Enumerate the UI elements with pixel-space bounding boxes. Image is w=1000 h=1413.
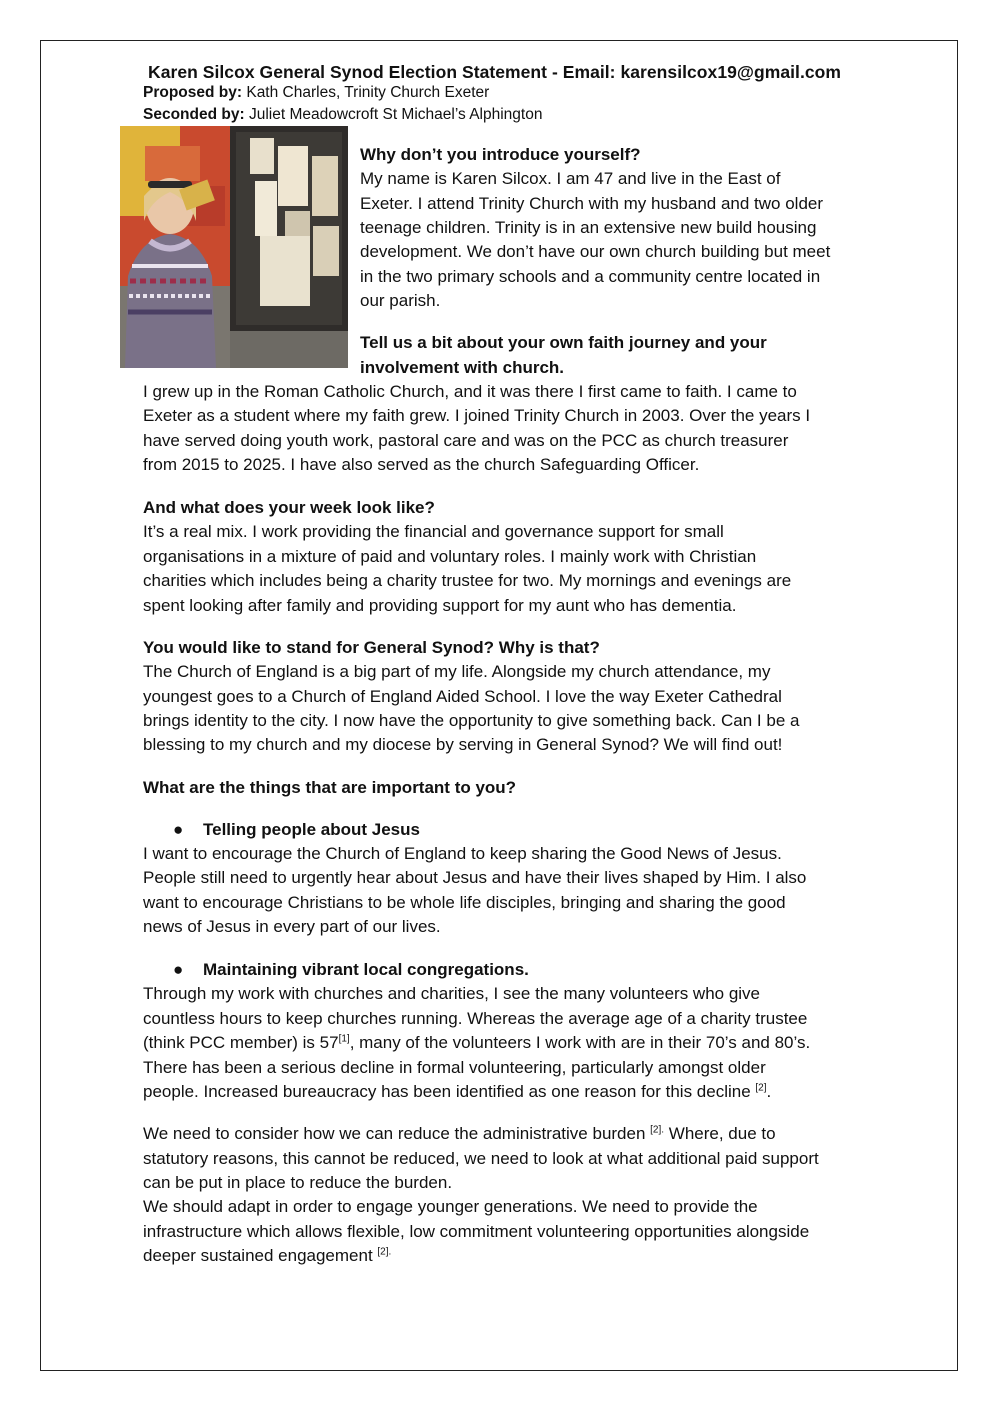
congregations-line-5a: people. Increased bureaucracy has been identified as one reason for this decline bbox=[143, 1082, 756, 1101]
congregations-line-3a: (think PCC member) is 57 bbox=[143, 1033, 339, 1052]
burden-line-1b: Where, due to bbox=[664, 1124, 776, 1143]
intro-line-4: development. We don’t have our own church building but meet bbox=[360, 242, 831, 261]
congregations-line-5 bbox=[143, 1080, 771, 1104]
intro-line-3: teenage children. Trinity is in an extensive new build housing bbox=[360, 218, 817, 237]
faith-line-2: Exeter as a student where my faith grew. I joined Trinity Church in 2003. Over the years I bbox=[143, 406, 811, 425]
proposed-by-line bbox=[143, 84, 489, 102]
week-line-4: spent looking after family and providing support for my aunt who has dementia. bbox=[143, 596, 737, 615]
bullet-telling-people bbox=[173, 818, 420, 842]
synod-line-1: The Church of England is a big part of my life. Alongside my church attendance, my bbox=[143, 662, 771, 681]
congregations-line-5b: . bbox=[766, 1082, 772, 1101]
seconded-label: Seconded by: bbox=[143, 106, 245, 123]
synod-line-4: blessing to my church and my diocese by serving in General Synod? We will find out! bbox=[143, 735, 783, 754]
proposed-label: Proposed by: bbox=[143, 84, 243, 101]
intro-line-6: our parish. bbox=[360, 291, 441, 310]
bullet-vibrant-congregations bbox=[173, 958, 529, 982]
heading-introduce-yourself: Why don’t you introduce yourself? bbox=[360, 145, 641, 164]
bullet-2-label: Maintaining vibrant local congregations. bbox=[203, 960, 529, 979]
bullet-1-label: Telling people about Jesus bbox=[203, 820, 420, 839]
congregations-line-1: Through my work with churches and charities, I see the many volunteers who give bbox=[143, 984, 761, 1003]
intro-line-5: in the two primary schools and a community centre located in bbox=[360, 267, 821, 286]
faith-line-1: I grew up in the Roman Catholic Church, and it was there I first came to faith. I came to bbox=[143, 382, 797, 401]
seconded-value: Juliet Meadowcroft St Michael’s Alphington bbox=[244, 106, 543, 123]
jesus-line-2: People still need to urgently hear about Jesus and have their lives shaped by Him. I also bbox=[143, 868, 807, 887]
bullet-dot-icon: ● bbox=[173, 960, 184, 979]
synod-line-2: youngest goes to a Church of England Aided School. I love the way Exeter Cathedral bbox=[143, 687, 782, 706]
candidate-photo-image bbox=[120, 126, 348, 368]
burden-line-3: can be put in place to reduce the burden. bbox=[143, 1173, 453, 1192]
congregations-line-3b: , many of the volunteers I work with are in their 70’s and 80’s. bbox=[349, 1033, 811, 1052]
intro-line-2: Exeter. I attend Trinity Church with my husband and two older bbox=[360, 194, 824, 213]
bullet-dot-icon: ● bbox=[173, 820, 184, 839]
heading-general-synod: You would like to stand for General Synod? Why is that? bbox=[143, 638, 600, 657]
burden-line-1 bbox=[143, 1122, 776, 1146]
adapt-line-1: We should adapt in order to engage younger generations. We need to provide the bbox=[143, 1197, 758, 1216]
seconded-by-line bbox=[143, 106, 542, 124]
congregations-line-2: countless hours to keep churches running. Whereas the average age of a charity trustee bbox=[143, 1009, 808, 1028]
heading-faith-journey-1: Tell us a bit about your own faith journey and your bbox=[360, 333, 767, 352]
synod-line-3: brings identity to the city. I now have the opportunity to give something back. Can I be a bbox=[143, 711, 800, 730]
candidate-photo bbox=[120, 126, 348, 368]
week-line-1: It’s a real mix. I work providing the financial and governance support for small bbox=[143, 522, 724, 541]
footnote-ref-4: [2]. bbox=[377, 1246, 392, 1258]
intro-line-1: My name is Karen Silcox. I am 47 and live in the East of bbox=[360, 169, 781, 188]
page-title: Karen Silcox General Synod Election Statement - Email: karensilcox19@gmail.com bbox=[148, 62, 842, 82]
congregations-line-3 bbox=[143, 1031, 810, 1055]
footnote-ref-3: [2]. bbox=[650, 1124, 665, 1136]
congregations-line-4: There has been a serious decline in formal volunteering, particularly amongst older bbox=[143, 1058, 766, 1077]
proposed-value: Kath Charles, Trinity Church Exeter bbox=[242, 84, 490, 101]
week-line-3: charities which includes being a charity trustee for two. My mornings and evenings are bbox=[143, 571, 792, 590]
jesus-line-3: want to encourage Christians to be whole life disciples, bringing and sharing the good bbox=[143, 893, 786, 912]
week-line-2: organisations in a mixture of paid and voluntary roles. I mainly work with Christian bbox=[143, 547, 757, 566]
footnote-ref-2: [2] bbox=[755, 1082, 767, 1094]
footnote-ref-1: [1] bbox=[338, 1033, 350, 1045]
adapt-line-3 bbox=[143, 1244, 391, 1268]
adapt-line-3a: deeper sustained engagement bbox=[143, 1246, 378, 1265]
faith-line-4: from 2015 to 2025. I have also served as the church Safeguarding Officer. bbox=[143, 455, 700, 474]
adapt-line-2: infrastructure which allows flexible, low commitment volunteering opportunities alongside bbox=[143, 1222, 810, 1241]
jesus-line-4: news of Jesus in every part of our lives. bbox=[143, 917, 441, 936]
jesus-line-1: I want to encourage the Church of England to keep sharing the Good News of Jesus. bbox=[143, 844, 782, 863]
burden-line-2: statutory reasons, this cannot be reduced, we need to look at what additional paid support bbox=[143, 1149, 819, 1168]
heading-week: And what does your week look like? bbox=[143, 498, 435, 517]
heading-important-things: What are the things that are important to you? bbox=[143, 778, 517, 797]
faith-line-3: have served doing youth work, pastoral care and was on the PCC as church treasurer bbox=[143, 431, 789, 450]
heading-faith-journey-2: involvement with church. bbox=[360, 358, 565, 377]
burden-line-1a: We need to consider how we can reduce the administrative burden bbox=[143, 1124, 651, 1143]
